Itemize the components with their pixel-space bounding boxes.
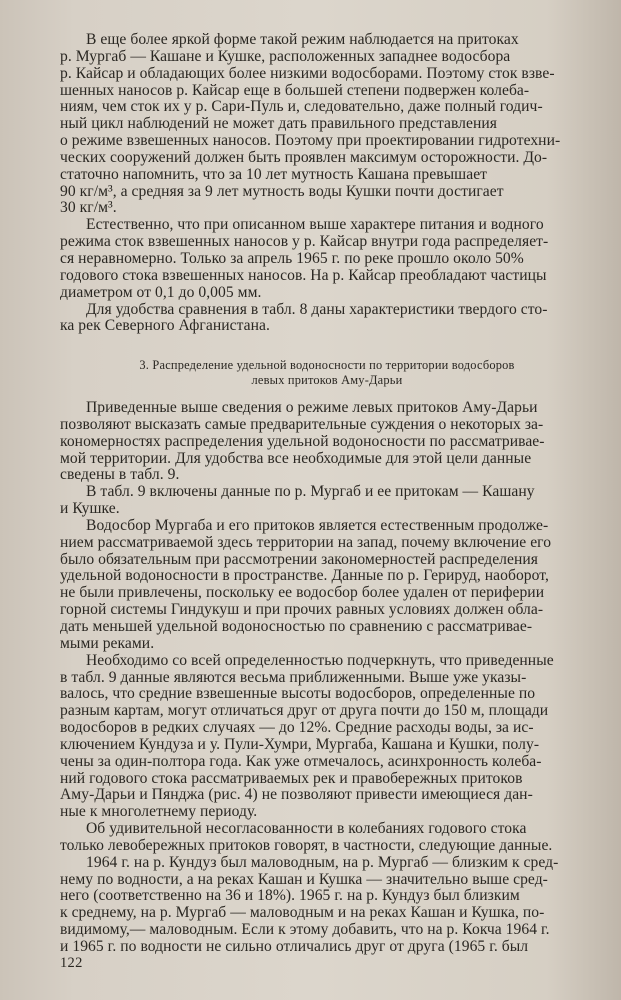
- text-line: 90 кг/м³, а средняя за 9 лет мутность воды Кушки почти достигает: [60, 183, 504, 200]
- text-line: нием рассматриваемой здесь территории на запад, почему включение его: [60, 534, 552, 551]
- text-line: ся неравномерно. Только за апрель 1965 г. по реке прошло около 50%: [60, 250, 524, 267]
- text-line: Аму-Дарьи и Пянджа (рис. 4) не позволяют привести имеющиеся дан-: [60, 787, 533, 804]
- paragraph: [60, 518, 594, 653]
- text-line: в табл. 9 данные являются весьма приближенными. Выше уже указы-: [60, 669, 527, 686]
- text-line: водосборов в редких случаях — до 12%. Средние расходы воды, за ис-: [60, 720, 534, 737]
- text-line: ные к многолетнему периоду.: [60, 804, 258, 821]
- text-line: Об удивительной несогласованности в колебаниях годового стока: [86, 821, 527, 838]
- section-heading: [60, 358, 594, 388]
- paragraph: [60, 32, 594, 217]
- text-line: р. Кайсар и обладающих более низкими водосборами. Поэтому сток взве-: [60, 65, 555, 82]
- text-line: ный цикл наблюдений не может дать правильного представления: [60, 116, 497, 133]
- text-line: ний годового стока рассматриваемых рек и правобережных притоков: [60, 770, 523, 787]
- text-line: статочно напомнить, что за 10 лет мутность Кашана превышает: [60, 166, 488, 183]
- text-line: чены за один-полтора года. Как уже отмечалось, асинхронность колеба-: [60, 753, 542, 770]
- paragraph: [60, 400, 594, 484]
- text-line: только левобережных притоков говорят, в частности, следующие данные.: [60, 837, 553, 854]
- text-line: позволяют высказать самые предварительные суждения о некоторых за-: [60, 416, 544, 433]
- text-line: и 1965 г. по водности не сильно отличались друг от друга (1965 г. был: [60, 939, 529, 955]
- text-line: мой территории. Для удобства все необходимые для этой цели данные: [60, 450, 532, 467]
- text-line: мыми реками.: [60, 635, 155, 652]
- text-line: него (соответственно на 36 и 18%). 1965 г. на р. Кундуз был близким: [60, 888, 520, 905]
- text-line: дать меньшей удельной водоносностью по сравнению с рассматривае-: [60, 618, 533, 635]
- text-line: В еще более яркой форме такой режим наблюдается на притоках: [86, 32, 519, 48]
- paragraph: [60, 217, 594, 301]
- text-line: кономерностях распределения удельной водоносности по рассматривае-: [60, 433, 545, 450]
- text-line: нему по водности, а на реках Кашан и Кушка — значительно выше сред-: [60, 871, 548, 888]
- paragraph: [60, 653, 594, 821]
- main-text-block: [60, 400, 594, 956]
- text-line: ка рек Северного Афганистана.: [60, 318, 270, 335]
- text-line: удельной водоносности в пространстве. Данные по р. Герируд, наоборот,: [60, 568, 549, 585]
- paragraph: [60, 821, 594, 855]
- text-line: ключением Кундуза и у. Пули-Хумри, Мургаба, Кашана и Кушки, полу-: [60, 736, 540, 753]
- text-line: Необходимо со всей определенностью подчеркнуть, что приведенные: [86, 652, 554, 669]
- text-line: ниям, чем сток их у р. Сари-Пуль и, следовательно, даже полный годич-: [60, 99, 543, 116]
- text-line: ческих сооружений должен быть проявлен максимум осторожности. До-: [60, 149, 548, 166]
- paragraph: [60, 484, 594, 518]
- text-line: не были привлечены, поскольку ее водосбор более удален от периферии: [60, 585, 545, 602]
- text-line: о режиме взвешенных наносов. Поэтому при проектировании гидротехни-: [60, 133, 561, 150]
- text-line: Водосбор Мургаба и его притоков является естественным продолже-: [86, 517, 549, 534]
- section-heading-line-2: левых притоков Аму-Дарьи: [251, 373, 403, 387]
- text-line: видимому,— маловодным. Если к этому добавить, что на р. Кокча 1964 г.: [60, 922, 550, 939]
- text-line: сведены в табл. 9.: [60, 467, 180, 484]
- text-line: к среднему, на р. Мургаб — маловодным и на реках Кашан и Кушка, по-: [60, 905, 545, 922]
- text-line: годового стока взвешенных наносов. На р. Кайсар преобладают частицы: [60, 267, 547, 284]
- text-line: режима сток взвешенных наносов у р. Кайсар внутри года распределяет-: [60, 234, 549, 251]
- text-line: диаметром от 0,1 до 0,005 мм.: [60, 284, 262, 301]
- text-line: горной системы Гиндукуш и при прочих равных условиях должен обла-: [60, 602, 544, 619]
- text-line: Для удобства сравнения в табл. 8 даны характеристики твердого сто-: [86, 301, 548, 318]
- text-line: было обязательным при рассмотрении закономерностей распределения: [60, 551, 539, 568]
- text-line: шенных наносов р. Кайсар еще в большей степени подвержен колеба-: [60, 82, 530, 99]
- text-line: разным картам, могут отличаться друг от друга почти до 150 м, площади: [60, 703, 549, 720]
- text-line: 30 кг/м³.: [60, 200, 117, 217]
- text-line: р. Мургаб — Кашане и Кушке, расположенных западнее водосбора: [60, 48, 511, 65]
- text-line: и Кушке.: [60, 501, 120, 518]
- text-line: 1964 г. на р. Кундуз был маловодным, на р. Мургаб — близким к сред-: [86, 854, 559, 871]
- text-line: Приведенные выше сведения о режиме левых притоков Аму-Дарьи: [86, 400, 538, 416]
- paragraph: [60, 302, 594, 336]
- text-line: В табл. 9 включены данные по р. Мургаб и ее притокам — Кашану: [86, 484, 535, 501]
- page-number: 122: [60, 955, 83, 971]
- section-heading-line-1: 3. Распределение удельной водоносности по территории водосборов: [139, 358, 515, 372]
- top-text-block: [60, 32, 594, 335]
- paragraph: [60, 855, 594, 956]
- text-line: Естественно, что при описанном выше характере питания и водного: [86, 217, 544, 234]
- text-line: валось, что средние взвешенные высоты водосборов, определенные по: [60, 686, 536, 703]
